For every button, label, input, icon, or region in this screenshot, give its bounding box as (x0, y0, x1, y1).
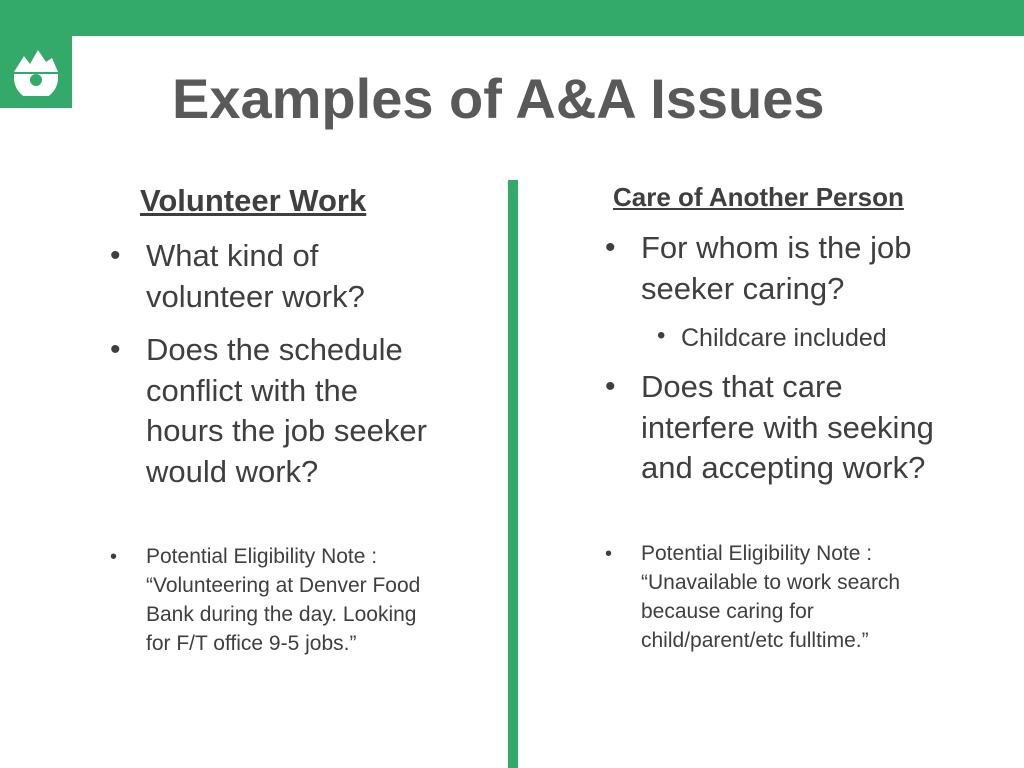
bullet-dot-icon: • (605, 231, 616, 264)
left-bullet-1 (110, 236, 440, 317)
right-bullet-3 (605, 540, 945, 656)
right-bullet-2 (605, 367, 935, 489)
left-bullet-1-text: What kind of volunteer work? (146, 238, 365, 314)
bullet-dot-icon: • (657, 322, 666, 349)
right-bullet-1-text: For whom is the job seeker caring? (641, 230, 912, 306)
right-bullet-3-text: Potential Eligibility Note : “Unavailable to work search because caring for child/parent/etc fulltime.” (641, 542, 901, 652)
right-column-heading: Care of Another Person (613, 182, 904, 212)
mountain-gear-logo-icon (10, 44, 62, 96)
bullet-dot-icon: • (605, 370, 616, 403)
right-bullet-2-text: Does that care interfere with seeking and accepting work? (641, 369, 934, 486)
bullet-dot-icon: • (110, 546, 118, 568)
right-sub-bullet-1-text: Childcare included (681, 324, 887, 352)
column-divider (508, 180, 518, 768)
bullet-dot-icon: • (110, 333, 121, 366)
left-bullet-3 (110, 543, 430, 659)
slide-title: Examples of A&A Issues (172, 67, 825, 130)
bullet-dot-icon: • (110, 239, 121, 272)
logo-box (0, 0, 72, 108)
right-bullet-1 (605, 228, 950, 309)
right-sub-bullet-1 (657, 322, 957, 355)
top-accent-bar (0, 0, 1024, 36)
left-bullet-2-text: Does the schedule conflict with the hours the job seeker would work? (146, 332, 427, 489)
left-bullet-3-text: Potential Eligibility Note : “Volunteering at Denver Food Bank during the day. Looking for F/T office 9-5 jobs.” (146, 545, 421, 655)
bullet-dot-icon: • (605, 543, 613, 565)
left-column-heading: Volunteer Work (140, 183, 367, 218)
left-bullet-2 (110, 330, 440, 492)
